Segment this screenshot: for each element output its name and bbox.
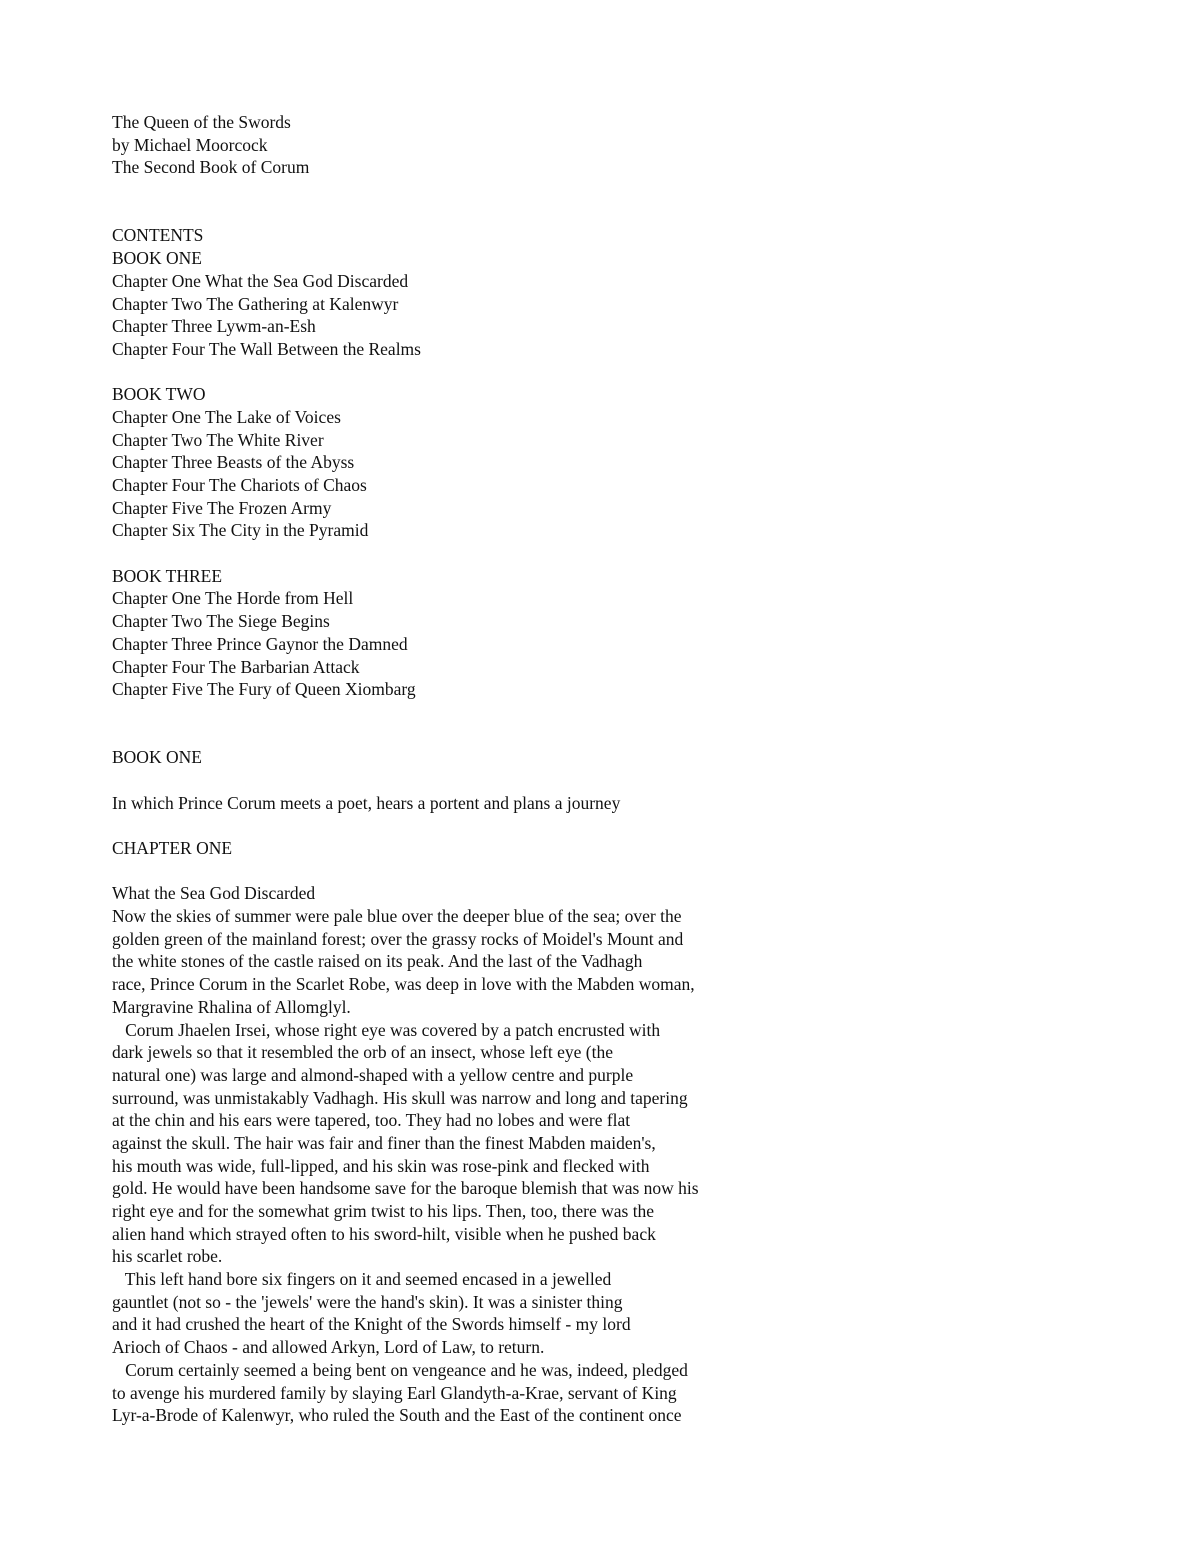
body-line: Arioch of Chaos - and allowed Arkyn, Lord of Law, to return. xyxy=(112,1337,545,1358)
body-line: gauntlet (not so - the 'jewels' were the hand's skin). It was a sinister thing xyxy=(112,1291,623,1312)
body-line: and it had crushed the heart of the Knight of the Swords himself - my lord xyxy=(112,1314,631,1335)
body-line: the white stones of the castle raised on its peak. And the last of the Vadhagh xyxy=(112,951,643,972)
contents-chapter: Chapter Five The Fury of Queen Xiombarg xyxy=(112,679,416,700)
contents-book-label: BOOK ONE xyxy=(112,248,202,269)
contents-chapter: Chapter Three Lywm-an-Esh xyxy=(112,316,316,337)
spacer xyxy=(112,542,1112,565)
contents-chapter: Chapter Six The City in the Pyramid xyxy=(112,520,369,541)
spacer xyxy=(112,769,1112,792)
spacer xyxy=(112,179,1112,224)
body-line: natural one) was large and almond-shaped with a yellow centre and purple xyxy=(112,1064,634,1085)
document-page xyxy=(112,111,1112,1427)
body-line: Margravine Rhalina of Allomglyl. xyxy=(112,996,351,1017)
book-series: The Second Book of Corum xyxy=(112,157,310,178)
contents-chapter: Chapter Four The Wall Between the Realms xyxy=(112,338,421,359)
chapter-body-text xyxy=(112,905,1112,1427)
contents-book-three xyxy=(112,565,1112,701)
contents-chapter: Chapter Two The Siege Begins xyxy=(112,611,330,632)
book-title: The Queen of the Swords xyxy=(112,112,291,132)
body-line: Corum certainly seemed a being bent on vengeance and he was, indeed, pledged xyxy=(112,1359,688,1380)
spacer xyxy=(112,860,1112,883)
body-line: Corum Jhaelen Irsei, whose right eye was covered by a patch encrusted with xyxy=(112,1019,661,1040)
table-of-contents xyxy=(112,224,1112,700)
body-line: race, Prince Corum in the Scarlet Robe, was deep in love with the Mabden woman, xyxy=(112,974,695,995)
body-line: to avenge his murdered family by slaying Earl Glandyth-a-Krae, servant of King xyxy=(112,1382,677,1403)
body-line: at the chin and his ears were tapered, too. They had no lobes and were flat xyxy=(112,1110,631,1131)
contents-book-one xyxy=(112,247,1112,360)
book-heading: BOOK ONE xyxy=(112,747,202,768)
body-line: surround, was unmistakably Vadhagh. His skull was narrow and long and tapering xyxy=(112,1087,688,1108)
body-line: his mouth was wide, full-lipped, and his skin was rose-pink and flecked with xyxy=(112,1155,650,1176)
body-line: dark jewels so that it resembled the orb of an insect, whose left eye (the xyxy=(112,1042,614,1063)
body-line: his scarlet robe. xyxy=(112,1246,223,1267)
contents-chapter: Chapter Four The Barbarian Attack xyxy=(112,656,360,677)
body-line: alien hand which strayed often to his sword-hilt, visible when he pushed back xyxy=(112,1223,656,1244)
body-line: golden green of the mainland forest; over the grassy rocks of Moidel's Mount and xyxy=(112,928,684,949)
body-line: right eye and for the somewhat grim twist to his lips. Then, too, there was the xyxy=(112,1201,655,1222)
contents-chapter: Chapter Four The Chariots of Chaos xyxy=(112,475,367,496)
chapter-title: What the Sea God Discarded xyxy=(112,883,316,904)
contents-book-label: BOOK TWO xyxy=(112,384,206,405)
contents-chapter: Chapter Two The Gathering at Kalenwyr xyxy=(112,293,399,314)
body-line: Now the skies of summer were pale blue over the deeper blue of the sea; over the xyxy=(112,906,682,927)
contents-book-two xyxy=(112,383,1112,542)
contents-book-label: BOOK THREE xyxy=(112,565,223,586)
body-line: gold. He would have been handsome save for the baroque blemish that was now his xyxy=(112,1178,699,1199)
body-line: This left hand bore six fingers on it and seemed encased in a jewelled xyxy=(112,1269,612,1290)
contents-chapter: Chapter One The Horde from Hell xyxy=(112,588,354,609)
contents-chapter: Chapter Five The Frozen Army xyxy=(112,497,332,518)
contents-heading: CONTENTS xyxy=(112,225,204,246)
book-subtitle: In which Prince Corum meets a poet, hears a portent and plans a journey xyxy=(112,792,621,813)
chapter-heading: CHAPTER ONE xyxy=(112,838,233,859)
body-line: Lyr-a-Brode of Kalenwyr, who ruled the South and the East of the continent once xyxy=(112,1405,682,1426)
body-line: against the skull. The hair was fair and finer than the finest Mabden maiden's, xyxy=(112,1132,656,1153)
book-author: by Michael Moorcock xyxy=(112,134,268,155)
contents-chapter: Chapter Two The White River xyxy=(112,429,324,450)
spacer xyxy=(112,814,1112,837)
contents-chapter: Chapter One What the Sea God Discarded xyxy=(112,270,409,291)
spacer xyxy=(112,361,1112,384)
contents-chapter: Chapter Three Prince Gaynor the Damned xyxy=(112,633,408,654)
contents-chapter: Chapter Three Beasts of the Abyss xyxy=(112,452,355,473)
spacer xyxy=(112,701,1112,746)
contents-chapter: Chapter One The Lake of Voices xyxy=(112,406,341,427)
